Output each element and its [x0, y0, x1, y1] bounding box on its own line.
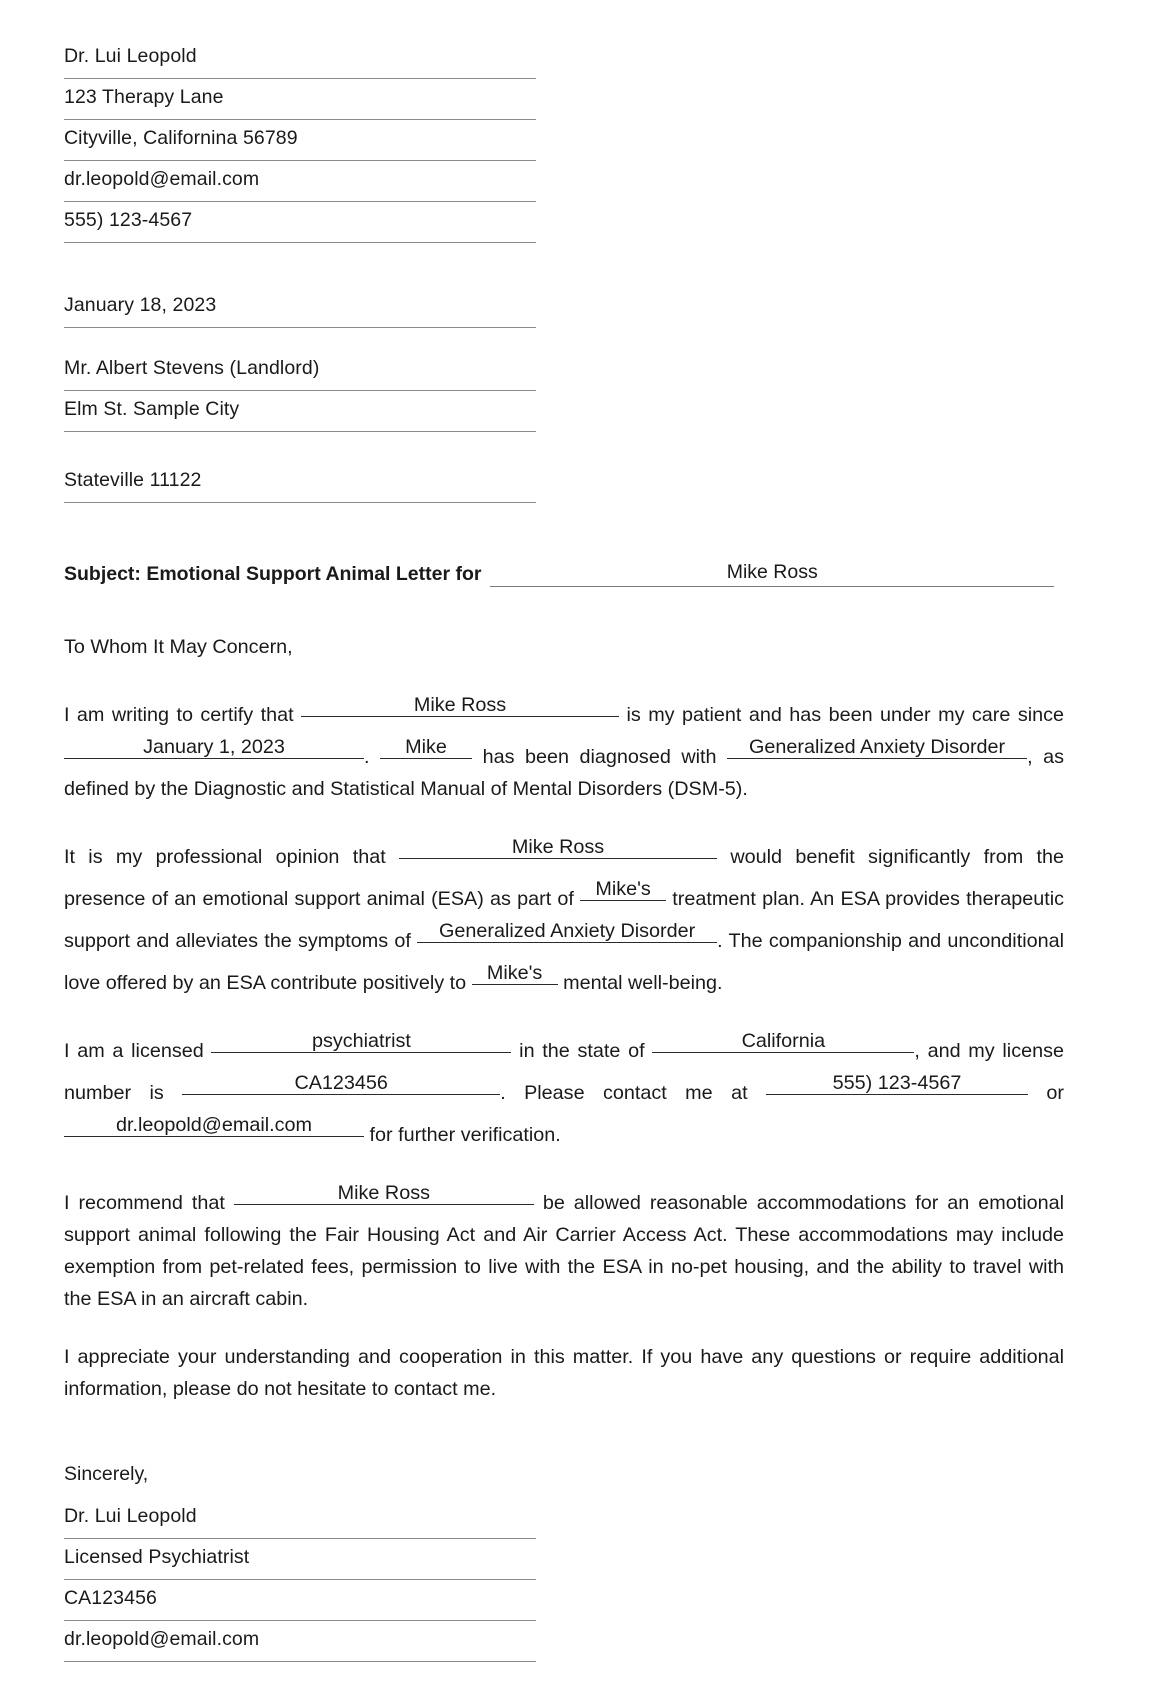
- diagnosis-blank-1[interactable]: [727, 731, 1027, 763]
- possessive-value-2: Mike's: [484, 962, 545, 984]
- diagnosis-value-2: Generalized Anxiety Disorder: [436, 920, 698, 942]
- spacer-after-sender: [64, 243, 536, 287]
- sender-name-field[interactable]: Dr. Lui Leopold: [64, 38, 536, 79]
- recipient-city-zip-field[interactable]: Stateville 11122: [64, 462, 536, 503]
- contact-email-value: dr.leopold@email.com: [113, 1114, 315, 1136]
- patient-name-value-3: Mike Ross: [335, 1182, 433, 1204]
- blank-rule: [64, 1136, 364, 1137]
- blank-rule: [652, 1052, 914, 1053]
- signer-name-field[interactable]: Dr. Lui Leopold: [64, 1498, 536, 1539]
- paragraph-closing-appreciation: I appreciate your understanding and cooperation in this matter. If you have any questions or require additional information, please do not hesitate to contact me.: [64, 1346, 1064, 1400]
- p4-text-1: I recommend that: [64, 1192, 234, 1214]
- first-name-blank[interactable]: [380, 731, 472, 763]
- possessive-value-1: Mike's: [592, 878, 653, 900]
- letter-date-field[interactable]: January 18, 2023: [64, 287, 536, 328]
- p1-text-5: , as defined by the Diagnostic and Statistical Manual of Mental Disorders (DSM-5).: [64, 746, 1064, 800]
- p2-text-4: . The companionship and unconditional love offered by an ESA contribute positively to: [64, 930, 1064, 994]
- p2-text-3: treatment plan. An ESA provides therapeutic support and alleviates the symptoms of: [64, 888, 1064, 952]
- p1-text-2: is my patient and has been under my care since: [619, 704, 1064, 726]
- blank-rule: [211, 1052, 511, 1053]
- spacer-after-date: [64, 328, 536, 350]
- sender-phone-field[interactable]: 555) 123-4567: [64, 202, 536, 243]
- blank-rule: [182, 1094, 500, 1095]
- signer-email-field[interactable]: dr.leopold@email.com: [64, 1621, 536, 1662]
- patient-name-value-1: Mike Ross: [411, 694, 509, 716]
- letter-body: [64, 631, 1064, 1405]
- sender-city-state-zip-field[interactable]: Cityville, Californina 56789: [64, 120, 536, 161]
- p3-text-5: or: [1027, 1082, 1064, 1104]
- patient-name-blank-1[interactable]: [301, 689, 619, 721]
- recipient-name-field[interactable]: Mr. Albert Stevens (Landlord): [64, 350, 536, 391]
- sender-address-block: [64, 38, 536, 503]
- p3-text-6: for further verification.: [364, 1124, 561, 1146]
- diagnosis-value-1: Generalized Anxiety Disorder: [746, 736, 1008, 758]
- paragraph-license-contact: [64, 1025, 1064, 1151]
- subject-patient-field[interactable]: Mike Ross: [490, 559, 1054, 587]
- care-since-value: January 1, 2023: [140, 736, 288, 758]
- p3-text-3: , and my license number is: [64, 1040, 1064, 1104]
- profession-blank[interactable]: [211, 1025, 511, 1057]
- subject-line: [64, 559, 1054, 587]
- blank-rule: [64, 758, 364, 759]
- paragraph-certification: [64, 689, 1064, 805]
- profession-value: psychiatrist: [309, 1030, 414, 1052]
- subject-label: Subject: Emotional Support Animal Letter for: [64, 563, 482, 585]
- diagnosis-blank-2[interactable]: [417, 915, 717, 947]
- blank-rule: [472, 984, 558, 985]
- blank-rule: [380, 758, 472, 759]
- paragraph-professional-opinion: [64, 831, 1064, 999]
- salutation: To Whom It May Concern,: [64, 636, 293, 658]
- blank-rule: [417, 942, 717, 943]
- p2-text-2: would benefit significantly from the presence of an emotional support animal (ESA) as part of: [64, 846, 1064, 910]
- p1-text-4: has been diagnosed with: [472, 746, 728, 768]
- first-name-value: Mike: [402, 736, 450, 758]
- spacer-after-recipient-address: [64, 432, 536, 462]
- state-value: California: [739, 1030, 829, 1052]
- sender-email-field[interactable]: dr.leopold@email.com: [64, 161, 536, 202]
- p3-text-1: I am a licensed: [64, 1040, 212, 1062]
- p4-text-2: be allowed reasonable accommodations for an emotional support animal following the Fair Housing Act and Air Carrier Access Act. These accommodations may include exemption from pet-related fees, permission to live with the ESA in no-pet housing, and the ability to travel with the ESA in an aircraft cabin.: [64, 1192, 1064, 1310]
- blank-rule: [399, 858, 717, 859]
- contact-phone-value: 555) 123-4567: [830, 1072, 965, 1094]
- blank-rule: [301, 716, 619, 717]
- sender-street-field[interactable]: 123 Therapy Lane: [64, 79, 536, 120]
- blank-rule: [766, 1094, 1028, 1095]
- blank-rule: [580, 900, 666, 901]
- p1-text-1: I am writing to certify that: [64, 704, 302, 726]
- p1-text-3: .: [364, 746, 381, 768]
- state-blank[interactable]: [652, 1025, 914, 1057]
- possessive-blank-1[interactable]: [580, 873, 666, 905]
- p2-text-5: mental well-being.: [557, 972, 723, 994]
- signer-title-field[interactable]: Licensed Psychiatrist: [64, 1539, 536, 1580]
- signature-block: [64, 1457, 536, 1662]
- license-number-blank[interactable]: [182, 1067, 500, 1099]
- care-since-blank[interactable]: [64, 731, 364, 763]
- sincerely-label: Sincerely,: [64, 1463, 149, 1485]
- p3-text-2: in the state of: [511, 1040, 653, 1062]
- p2-text-1: It is my professional opinion that: [64, 846, 400, 868]
- recipient-address-field[interactable]: Elm St. Sample City: [64, 391, 536, 432]
- blank-rule: [727, 758, 1027, 759]
- license-number-value: CA123456: [291, 1072, 391, 1094]
- patient-name-value-2: Mike Ross: [509, 836, 607, 858]
- p3-text-4: . Please contact me at: [500, 1082, 766, 1104]
- contact-phone-blank[interactable]: [766, 1067, 1028, 1099]
- patient-name-blank-3[interactable]: [234, 1177, 534, 1209]
- patient-name-blank-2[interactable]: [399, 831, 717, 863]
- paragraph-recommendation: [64, 1177, 1064, 1315]
- signer-license-field[interactable]: CA123456: [64, 1580, 536, 1621]
- possessive-blank-2[interactable]: [472, 957, 558, 989]
- contact-email-blank[interactable]: [64, 1109, 364, 1141]
- blank-rule: [234, 1204, 534, 1205]
